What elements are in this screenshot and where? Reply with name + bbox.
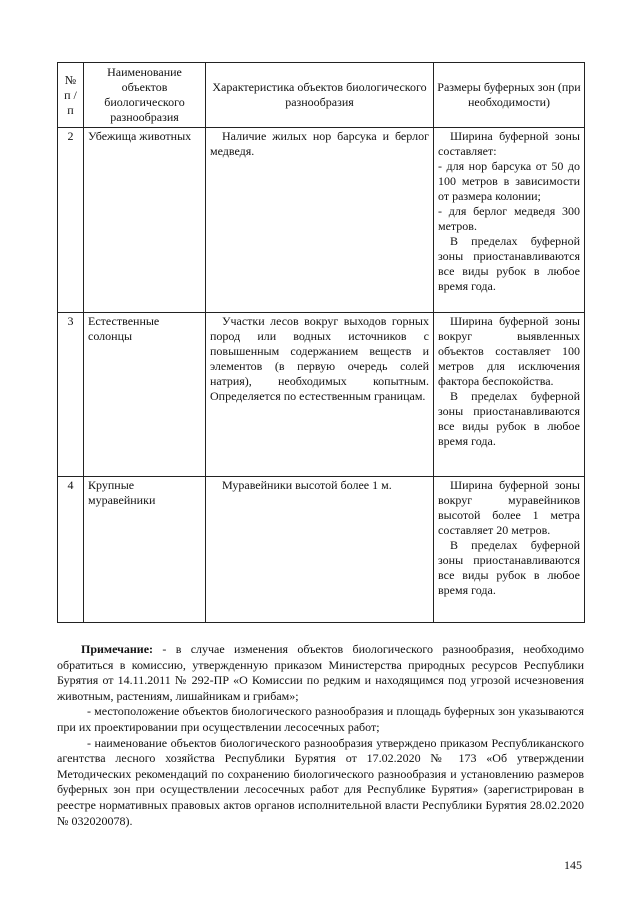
header-buffer-size: Размеры буферных зон (при необходимости): [434, 63, 585, 128]
row-buffer-size: [434, 313, 585, 477]
row-buffer-size: [434, 477, 585, 623]
table-row: [58, 128, 585, 313]
note-paragraph: - наименование объектов биологического разнообразия утверждено приказом Республиканского агентства лесного хозяйства Республики Бурятия от 17.02.2020 № 173 «Об утверждении Методических рекомендаций по сохранению биологического разнообразия и установлению размеров буферных зон при осуществлении лесосечных работ для Республике Бурятия» (зарегистрирован в реестре нормативных правовых актов органов исполнительной власти Республики Бурятия 28.02.2020 № 032020078).: [57, 735, 584, 828]
row-num: 2: [58, 128, 84, 313]
row-name: Естественные солонцы: [84, 313, 206, 477]
table-row: [58, 313, 585, 477]
row-num: 4: [58, 477, 84, 623]
row-characteristic: Муравейники высотой более 1 м.: [206, 477, 434, 623]
row-name: Убежища животных: [84, 128, 206, 313]
buffer-text: В пределах буферной зоны приостанавливаются все виды рубок в любое время года.: [438, 389, 580, 448]
note-text: - в случае изменения объектов биологического разнообразия, необходимо обратиться в комиссию, утвержденную приказом Министерства природных ресурсов Республики Бурятия от 14.11.2011 № 292-ПР «О Комиссии по редким и находящимся под угрозой исчезновения животным, растениям, лишайникам и грибам»;: [57, 642, 584, 703]
note-paragraph: [57, 642, 584, 704]
row-num: 3: [58, 313, 84, 477]
header-num: № п /п: [58, 63, 84, 128]
buffer-text: Ширина буферной зоны вокруг муравейников высотой более 1 метра составляет 20 метров.: [438, 478, 580, 537]
table-header-row: [58, 63, 585, 128]
notes-section: [57, 642, 584, 829]
buffer-text: Ширина буферной зоны вокруг выявленных объектов составляет 100 метров для исключения фактора беспокойства.: [438, 314, 580, 388]
biodiversity-table: [57, 62, 585, 623]
buffer-text: В пределах буферной зоны приостанавливаются все виды рубок в любое время года.: [438, 538, 580, 597]
row-characteristic: Наличие жилых нор барсука и берлог медведя.: [206, 128, 434, 313]
buffer-text: Ширина буферной зоны составляет:: [438, 129, 580, 158]
buffer-text: - для нор барсука от 50 до 100 метров в зависимости от размера колонии;: [438, 159, 580, 203]
note-label: Примечание:: [81, 642, 154, 656]
buffer-text: В пределах буферной зоны приостанавливаются все виды рубок в любое время года.: [438, 234, 580, 293]
header-characteristic: Характеристика объектов биологического разнообразия: [206, 63, 434, 128]
note-paragraph: - местоположение объектов биологического разнообразия и площадь буферных зон указываются при их проектировании при осуществлении лесосечных работ;: [57, 704, 584, 734]
row-buffer-size: [434, 128, 585, 313]
page-number: 145: [564, 858, 582, 872]
table-row: [58, 477, 585, 623]
buffer-text: - для берлог медведя 300 метров.: [438, 204, 580, 233]
header-name: Наименование объектов биологического разнообразия: [84, 63, 206, 128]
row-characteristic: Участки лесов вокруг выходов горных пород или водных источников с повышенным содержанием веществ и элементов (в первую очередь солей натрия), необходимых копытным. Определяется по естественным границам.: [206, 313, 434, 477]
row-name: Крупные муравейники: [84, 477, 206, 623]
